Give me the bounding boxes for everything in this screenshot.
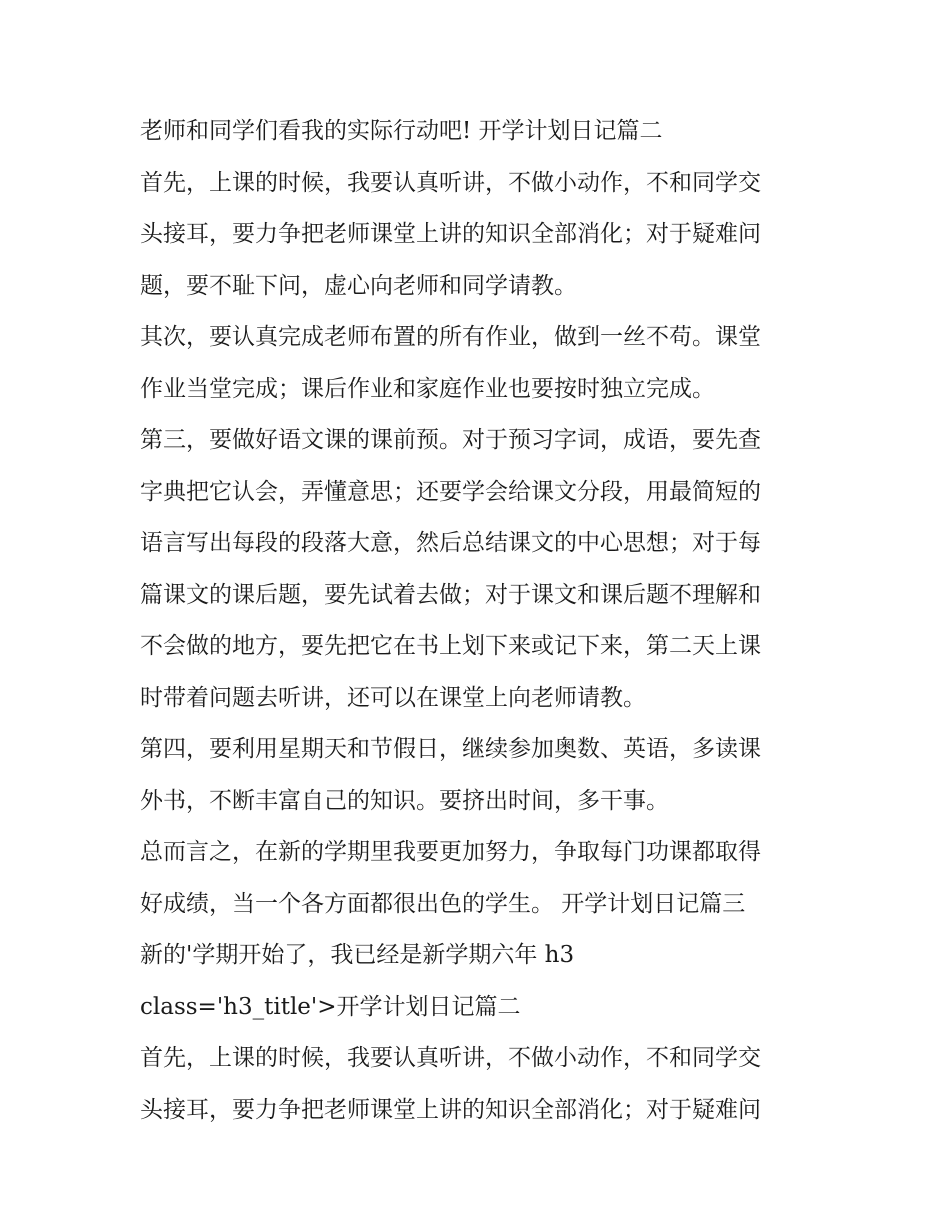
- text-line: class='h3_title'>开学计划日记篇二: [140, 993, 521, 1020]
- text-line: 题，要不耻下问，虚心向老师和同学请教。: [140, 272, 577, 299]
- text-line: 首先，上课的时候，我要认真听讲，不做小动作，不和同学交: [140, 169, 761, 196]
- text-line: 总而言之，在新的学期里我要更加努力，争取每门功课都取得: [140, 839, 761, 865]
- text-line: 新的'学期开始了，我已经是新学期六年 h3: [140, 942, 575, 968]
- text-line: 时带着问题去听讲，还可以在课堂上向老师请教。: [140, 684, 646, 711]
- text-line: 首先，上课的时候，我要认真听讲，不做小动作，不和同学交: [140, 1045, 761, 1071]
- text-line: 语言写出每段的段落大意，然后总结课文的中心思想；对于每: [140, 530, 761, 556]
- text-line: 老师和同学们看我的实际行动吧! 开学计划日记篇二: [140, 118, 663, 144]
- text-line: 外书，不断丰富自己的知识。要挤出时间，多干事。: [140, 787, 669, 814]
- text-line: 作业当堂完成；课后作业和家庭作业也要按时独立完成。: [140, 375, 715, 402]
- text-line: 其次，要认真完成老师布置的所有作业，做到一丝不苟。课堂: [140, 324, 761, 350]
- text-line: 头接耳，要力争把老师课堂上讲的知识全部消化；对于疑难问: [140, 221, 761, 247]
- text-line: 第四，要利用星期天和节假日，继续参加奥数、英语，多读课: [140, 736, 761, 762]
- text-line: 篇课文的课后题，要先试着去做；对于课文和课后题不理解和: [140, 581, 761, 608]
- document-body: [140, 106, 815, 1136]
- text-line: 不会做的地方，要先把它在书上划下来或记下来，第二天上课: [140, 633, 761, 659]
- text-line: 字典把它认会，弄懂意思；还要学会给课文分段，用最简短的: [140, 478, 761, 505]
- text-line: 好成绩，当一个各方面都很出色的学生。 开学计划日记篇三: [140, 890, 746, 917]
- text-line: 第三，要做好语文课的课前预。对于预习字词，成语，要先查: [140, 427, 761, 453]
- text-line: 头接耳，要力争把老师课堂上讲的知识全部消化；对于疑难问: [140, 1096, 761, 1123]
